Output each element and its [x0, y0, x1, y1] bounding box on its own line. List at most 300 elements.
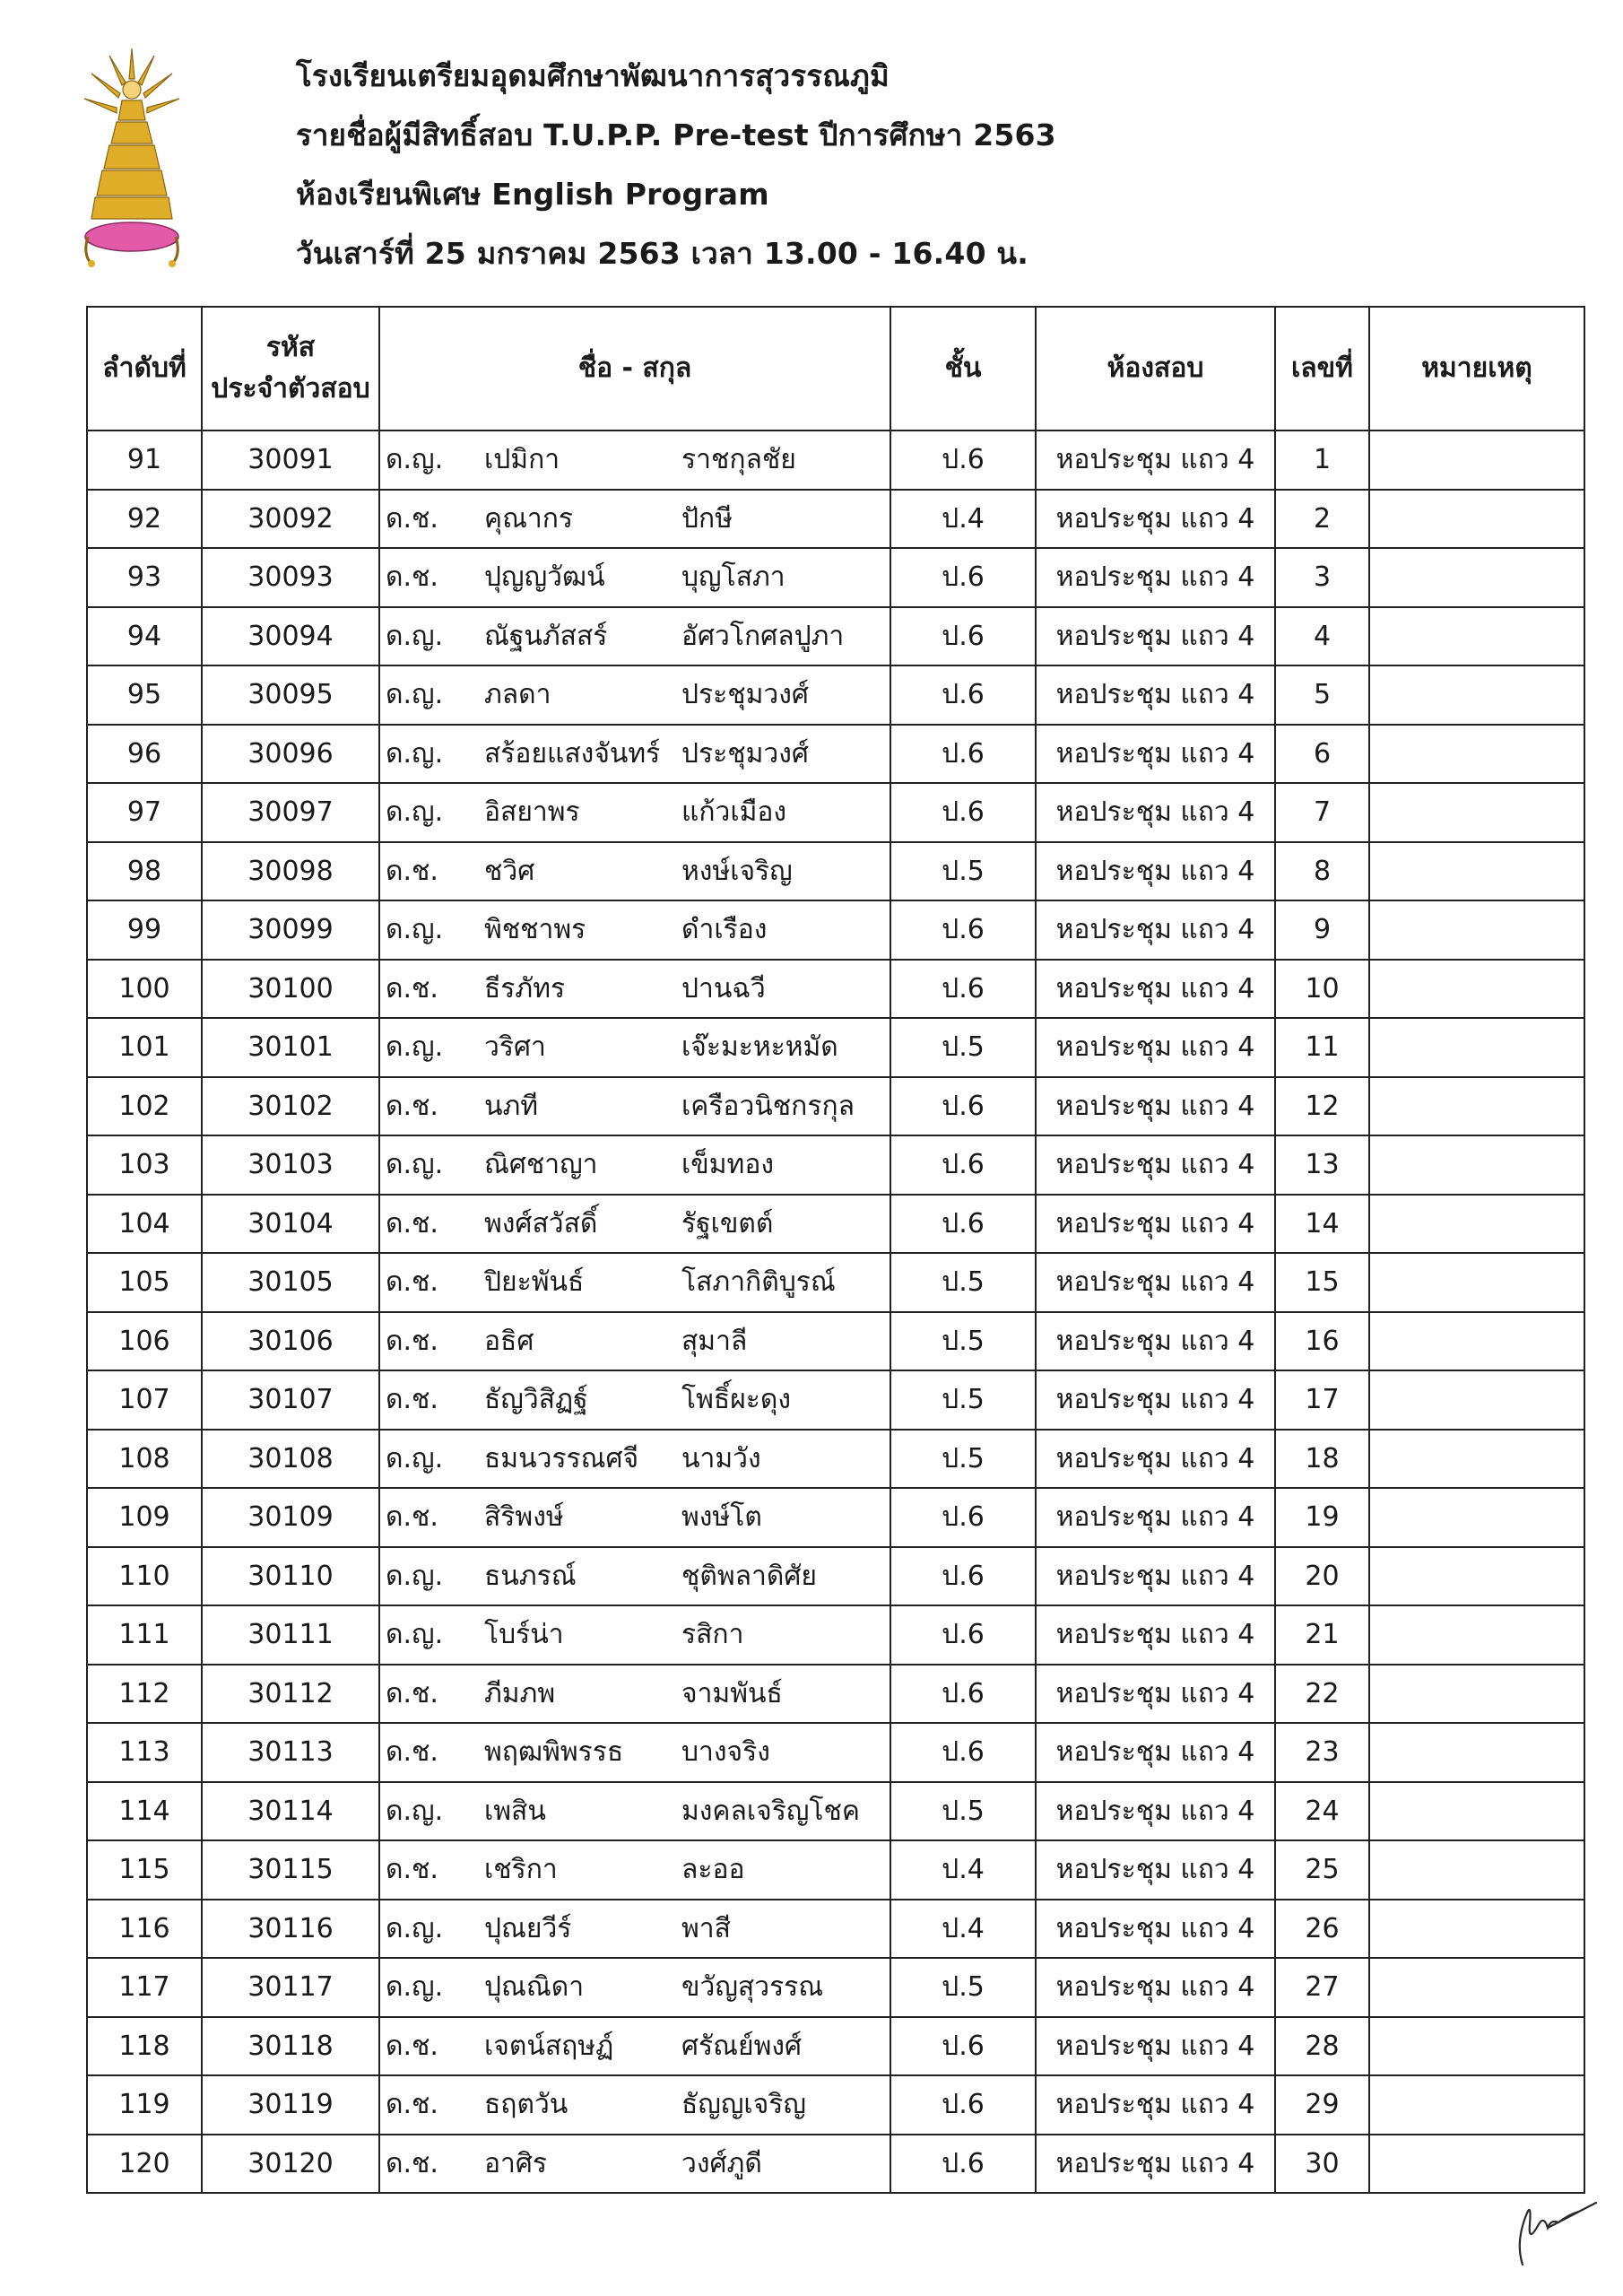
- first-name: ปิยะพันธ์: [484, 1266, 585, 1299]
- header-grade: ชั้น: [890, 307, 1036, 430]
- candidate-name: [379, 1547, 890, 1606]
- first-name: วริศา: [484, 1031, 546, 1064]
- school-name: โรงเรียนเตรียมอุดมศึกษาพัฒนาการสุวรรณภูมิ: [296, 58, 890, 93]
- grade: ป.5: [890, 1370, 1036, 1430]
- row-no: 100: [87, 960, 202, 1019]
- grade: ป.6: [890, 725, 1036, 784]
- exam-code: 30102: [202, 1077, 379, 1136]
- exam-code: 30113: [202, 1723, 379, 1782]
- last-name: โสภากิติบูรณ์: [681, 1266, 836, 1299]
- exam-code: 30120: [202, 2135, 379, 2194]
- grade: ป.4: [890, 1840, 1036, 1900]
- seat-no: 15: [1275, 1253, 1369, 1312]
- exam-code: 30097: [202, 783, 379, 842]
- remark: [1369, 1018, 1584, 1077]
- candidate-table: [86, 306, 1585, 2194]
- row-no: 115: [87, 1840, 202, 1900]
- first-name: เปมิกา: [484, 444, 560, 476]
- grade: ป.6: [890, 1605, 1036, 1665]
- row-no: 104: [87, 1195, 202, 1254]
- first-name: สิริพงษ์: [484, 1501, 564, 1534]
- name-prefix: ด.ช.: [386, 2089, 438, 2121]
- remark: [1369, 1782, 1584, 1841]
- remark: [1369, 1077, 1584, 1136]
- last-name: ปานฉวี: [681, 972, 766, 1004]
- remark: [1369, 2017, 1584, 2076]
- exam-room: หอประชุม แถว 4: [1036, 842, 1275, 901]
- last-name: ปักษี: [681, 502, 733, 535]
- row-no: 111: [87, 1605, 202, 1665]
- name-prefix: ด.ช.: [386, 1677, 438, 1709]
- first-name: ณัฐนภัสสร์: [484, 620, 608, 652]
- remark: [1369, 1958, 1584, 2017]
- table-row: [87, 1370, 1584, 1430]
- candidate-name: [379, 1840, 890, 1900]
- grade: ป.5: [890, 842, 1036, 901]
- first-name: พฤฒพิพรรธ: [484, 1736, 624, 1769]
- seat-no: 2: [1275, 490, 1369, 549]
- grade: ป.6: [890, 2075, 1036, 2135]
- last-name: ประชุมวงศ์: [681, 737, 809, 770]
- exam-room: หอประชุม แถว 4: [1036, 1135, 1275, 1195]
- first-name: ชวิศ: [484, 855, 535, 887]
- last-name: เครือวนิชกรกุล: [681, 1090, 855, 1122]
- first-name: อิสยาพร: [484, 796, 580, 829]
- remark: [1369, 1840, 1584, 1900]
- last-name: จามพันธ์: [681, 1677, 783, 1709]
- table-row: [87, 1430, 1584, 1489]
- remark: [1369, 548, 1584, 607]
- first-name: อาศิร: [484, 2147, 548, 2179]
- grade: ป.6: [890, 430, 1036, 490]
- exam-code: 30103: [202, 1135, 379, 1195]
- table-row: [87, 607, 1584, 666]
- last-name: พงษ์โต: [681, 1501, 762, 1534]
- seat-no: 21: [1275, 1605, 1369, 1665]
- exam-date-time: วันเสาร์ที่ 25 มกราคม 2563 เวลา 13.00 - 16.40 น.: [296, 236, 1028, 271]
- name-prefix: ด.ญ.: [386, 737, 444, 770]
- name-prefix: ด.ญ.: [386, 1031, 444, 1064]
- exam-code: 30094: [202, 607, 379, 666]
- seat-no: 14: [1275, 1195, 1369, 1254]
- table-row: [87, 1135, 1584, 1195]
- row-no: 97: [87, 783, 202, 842]
- seat-no: 1: [1275, 430, 1369, 490]
- table-row: [87, 490, 1584, 549]
- exam-room: หอประชุม แถว 4: [1036, 1958, 1275, 2017]
- seat-no: 3: [1275, 548, 1369, 607]
- last-name: ราชกุลชัย: [681, 444, 796, 476]
- name-prefix: ด.ช.: [386, 502, 438, 535]
- remark: [1369, 1488, 1584, 1547]
- seat-no: 10: [1275, 960, 1369, 1019]
- first-name: ปุญญวัฒน์: [484, 561, 605, 594]
- last-name: บุญโสภา: [681, 561, 785, 594]
- exam-code: 30101: [202, 1018, 379, 1077]
- candidate-name: [379, 1077, 890, 1136]
- row-no: 116: [87, 1900, 202, 1959]
- last-name: มงคลเจริญโชค: [681, 1795, 860, 1827]
- last-name: โพธิ์ผะดุง: [681, 1384, 792, 1416]
- table-body: [87, 430, 1584, 2193]
- exam-room: หอประชุม แถว 4: [1036, 1195, 1275, 1254]
- header-exam-code-line1: รหัส: [265, 332, 316, 363]
- candidate-name: [379, 842, 890, 901]
- exam-room: หอประชุม แถว 4: [1036, 1370, 1275, 1430]
- seat-no: 24: [1275, 1782, 1369, 1841]
- first-name: ภีมภพ: [484, 1677, 556, 1709]
- header-seat: เลขที่: [1275, 307, 1369, 430]
- exam-room: หอประชุม แถว 4: [1036, 1782, 1275, 1841]
- table-row: [87, 1900, 1584, 1959]
- remark: [1369, 1135, 1584, 1195]
- last-name: แก้วเมือง: [681, 796, 787, 829]
- last-name: ชุติพลาดิศัย: [681, 1560, 817, 1592]
- remark: [1369, 1547, 1584, 1606]
- row-no: 114: [87, 1782, 202, 1841]
- first-name: เพสิน: [484, 1795, 546, 1827]
- table-row: [87, 665, 1584, 725]
- exam-code: 30098: [202, 842, 379, 901]
- grade: ป.6: [890, 1488, 1036, 1547]
- table-row: [87, 783, 1584, 842]
- exam-room: หอประชุม แถว 4: [1036, 900, 1275, 960]
- table-header-row: [87, 307, 1584, 430]
- seat-no: 8: [1275, 842, 1369, 901]
- exam-room: หอประชุม แถว 4: [1036, 1840, 1275, 1900]
- grade: ป.6: [890, 1135, 1036, 1195]
- seat-no: 28: [1275, 2017, 1369, 2076]
- name-prefix: ด.ช.: [386, 1266, 438, 1299]
- header-no: ลำดับที่: [87, 307, 202, 430]
- last-name: ขวัญสุวรรณ: [681, 1971, 824, 2004]
- first-name: ภลดา: [484, 679, 551, 711]
- grade: ป.6: [890, 1665, 1036, 1724]
- first-name: ธมนวรรณศจี: [484, 1442, 639, 1474]
- exam-room: หอประชุม แถว 4: [1036, 1430, 1275, 1489]
- last-name: สุมาลี: [681, 1325, 748, 1357]
- name-prefix: ด.ช.: [386, 1090, 438, 1122]
- name-prefix: ด.ช.: [386, 972, 438, 1004]
- candidate-name: [379, 2135, 890, 2194]
- last-name: ดำเรือง: [681, 914, 768, 946]
- grade: ป.5: [890, 1958, 1036, 2017]
- remark: [1369, 960, 1584, 1019]
- seat-no: 16: [1275, 1312, 1369, 1371]
- last-name: หงษ์เจริญ: [681, 855, 793, 887]
- name-prefix: ด.ช.: [386, 2030, 438, 2062]
- name-prefix: ด.ช.: [386, 855, 438, 887]
- header-exam-code-line2: ประจำตัวสอบ: [211, 373, 370, 404]
- table-row: [87, 1547, 1584, 1606]
- exam-code: 30106: [202, 1312, 379, 1371]
- exam-room: หอประชุม แถว 4: [1036, 725, 1275, 784]
- first-name: โบร์น่า: [484, 1619, 564, 1651]
- first-name: ปุณยวีร์: [484, 1912, 572, 1944]
- first-name: เชริกา: [484, 1854, 558, 1886]
- exam-room: หอประชุม แถว 4: [1036, 2135, 1275, 2194]
- seat-no: 27: [1275, 1958, 1369, 2017]
- row-no: 109: [87, 1488, 202, 1547]
- header-room: ห้องสอบ: [1036, 307, 1275, 430]
- exam-code: 30111: [202, 1605, 379, 1665]
- exam-room: หอประชุม แถว 4: [1036, 1077, 1275, 1136]
- exam-code: 30104: [202, 1195, 379, 1254]
- remark: [1369, 2135, 1584, 2194]
- grade: ป.6: [890, 548, 1036, 607]
- first-name: ธนภรณ์: [484, 1560, 577, 1592]
- grade: ป.4: [890, 1900, 1036, 1959]
- seat-no: 12: [1275, 1077, 1369, 1136]
- candidate-name: [379, 1665, 890, 1724]
- first-name: ปุณณิดา: [484, 1971, 585, 2004]
- row-no: 95: [87, 665, 202, 725]
- first-name: ณิศชาญา: [484, 1149, 598, 1181]
- name-prefix: ด.ช.: [386, 1325, 438, 1357]
- last-name: เจ๊ะมะหะหมัด: [681, 1031, 838, 1064]
- remark: [1369, 1253, 1584, 1312]
- remark: [1369, 430, 1584, 490]
- exam-room: หอประชุม แถว 4: [1036, 2075, 1275, 2135]
- candidate-name: [379, 2017, 890, 2076]
- candidate-name: [379, 665, 890, 725]
- table-row: [87, 1312, 1584, 1371]
- row-no: 93: [87, 548, 202, 607]
- row-no: 103: [87, 1135, 202, 1195]
- table-row: [87, 1253, 1584, 1312]
- school-emblem-logo: [82, 43, 181, 269]
- table-row: [87, 2075, 1584, 2135]
- name-prefix: ด.ช.: [386, 1384, 438, 1416]
- exam-code: 30091: [202, 430, 379, 490]
- candidate-name: [379, 1195, 890, 1254]
- exam-room: หอประชุม แถว 4: [1036, 1723, 1275, 1782]
- remark: [1369, 1665, 1584, 1724]
- name-prefix: ด.ช.: [386, 2147, 438, 2179]
- remark: [1369, 1605, 1584, 1665]
- remark: [1369, 900, 1584, 960]
- grade: ป.6: [890, 900, 1036, 960]
- grade: ป.6: [890, 1723, 1036, 1782]
- seat-no: 20: [1275, 1547, 1369, 1606]
- exam-code: 30108: [202, 1430, 379, 1489]
- table-row: [87, 2135, 1584, 2194]
- exam-code: 30105: [202, 1253, 379, 1312]
- row-no: 118: [87, 2017, 202, 2076]
- row-no: 96: [87, 725, 202, 784]
- seat-no: 6: [1275, 725, 1369, 784]
- exam-room: หอประชุม แถว 4: [1036, 1665, 1275, 1724]
- seat-no: 23: [1275, 1723, 1369, 1782]
- last-name: พาสี: [681, 1912, 731, 1944]
- seat-no: 19: [1275, 1488, 1369, 1547]
- remark: [1369, 1370, 1584, 1430]
- seat-no: 29: [1275, 2075, 1369, 2135]
- first-name: ธฤตวัน: [484, 2089, 568, 2121]
- candidate-name: [379, 1135, 890, 1195]
- first-name: นภที: [484, 1090, 539, 1122]
- exam-code: 30118: [202, 2017, 379, 2076]
- last-name: ศรัณย์พงศ์: [681, 2030, 803, 2062]
- grade: ป.6: [890, 1077, 1036, 1136]
- row-no: 105: [87, 1253, 202, 1312]
- candidate-name: [379, 1605, 890, 1665]
- table-row: [87, 1782, 1584, 1841]
- last-name: รัฐเขตต์: [681, 1207, 774, 1239]
- row-no: 112: [87, 1665, 202, 1724]
- last-name: บางจริง: [681, 1736, 770, 1769]
- remark: [1369, 665, 1584, 725]
- grade: ป.4: [890, 490, 1036, 549]
- candidate-name: [379, 1370, 890, 1430]
- exam-code: 30107: [202, 1370, 379, 1430]
- exam-code: 30116: [202, 1900, 379, 1959]
- table-row: [87, 1665, 1584, 1724]
- grade: ป.6: [890, 2017, 1036, 2076]
- remark: [1369, 490, 1584, 549]
- table-row: [87, 1018, 1584, 1077]
- exam-code: 30100: [202, 960, 379, 1019]
- exam-code: 30095: [202, 665, 379, 725]
- remark: [1369, 725, 1584, 784]
- grade: ป.6: [890, 1195, 1036, 1254]
- exam-code: 30109: [202, 1488, 379, 1547]
- remark: [1369, 842, 1584, 901]
- candidate-name: [379, 1723, 890, 1782]
- row-no: 110: [87, 1547, 202, 1606]
- name-prefix: ด.ช.: [386, 1501, 438, 1534]
- table-row: [87, 1077, 1584, 1136]
- row-no: 108: [87, 1430, 202, 1489]
- seat-no: 4: [1275, 607, 1369, 666]
- grade: ป.6: [890, 1547, 1036, 1606]
- seat-no: 17: [1275, 1370, 1369, 1430]
- table-row: [87, 842, 1584, 901]
- grade: ป.6: [890, 665, 1036, 725]
- seat-no: 26: [1275, 1900, 1369, 1959]
- first-name: เจตน์สฤษฏ์: [484, 2030, 614, 2062]
- grade: ป.6: [890, 607, 1036, 666]
- name-prefix: ด.ญ.: [386, 1971, 444, 2004]
- grade: ป.5: [890, 1782, 1036, 1841]
- candidate-name: [379, 1782, 890, 1841]
- candidate-name: [379, 490, 890, 549]
- last-name: ธัญญเจริญ: [681, 2089, 806, 2121]
- row-no: 101: [87, 1018, 202, 1077]
- first-name: สร้อยแสงจันทร์: [484, 737, 661, 770]
- table-row: [87, 1488, 1584, 1547]
- exam-room: หอประชุม แถว 4: [1036, 1312, 1275, 1371]
- candidate-name: [379, 1958, 890, 2017]
- remark: [1369, 1312, 1584, 1371]
- candidate-name: [379, 900, 890, 960]
- remark: [1369, 607, 1584, 666]
- exam-room: หอประชุม แถว 4: [1036, 490, 1275, 549]
- candidate-name: [379, 1900, 890, 1959]
- exam-room: หอประชุม แถว 4: [1036, 607, 1275, 666]
- row-no: 98: [87, 842, 202, 901]
- seat-no: 11: [1275, 1018, 1369, 1077]
- remark: [1369, 1723, 1584, 1782]
- exam-code: 30096: [202, 725, 379, 784]
- table-row: [87, 960, 1584, 1019]
- name-prefix: ด.ช.: [386, 561, 438, 594]
- candidate-name: [379, 1312, 890, 1371]
- seat-no: 25: [1275, 1840, 1369, 1900]
- first-name: พิชชาพร: [484, 914, 586, 946]
- last-name: เข็มทอง: [681, 1149, 774, 1181]
- exam-room: หอประชุม แถว 4: [1036, 1018, 1275, 1077]
- name-prefix: ด.ญ.: [386, 620, 444, 652]
- exam-room: หอประชุม แถว 4: [1036, 960, 1275, 1019]
- name-prefix: ด.ญ.: [386, 679, 444, 711]
- header-exam-code: [202, 307, 379, 430]
- exam-room: หอประชุม แถว 4: [1036, 665, 1275, 725]
- remark: [1369, 2075, 1584, 2135]
- table-row: [87, 1605, 1584, 1665]
- remark: [1369, 1900, 1584, 1959]
- name-prefix: ด.ญ.: [386, 914, 444, 946]
- row-no: 117: [87, 1958, 202, 2017]
- candidate-name: [379, 960, 890, 1019]
- remark: [1369, 1430, 1584, 1489]
- last-name: รสิกา: [681, 1619, 744, 1651]
- table-row: [87, 1958, 1584, 2017]
- document-title: รายชื่อผู้มีสิทธิ์สอบ T.U.P.P. Pre-test ปีการศึกษา 2563: [296, 117, 1056, 152]
- row-no: 106: [87, 1312, 202, 1371]
- grade: ป.6: [890, 2135, 1036, 2194]
- remark: [1369, 1195, 1584, 1254]
- grade: ป.5: [890, 1312, 1036, 1371]
- first-name: ธีรภัทร: [484, 972, 566, 1004]
- seat-no: 9: [1275, 900, 1369, 960]
- candidate-name: [379, 725, 890, 784]
- name-prefix: ด.ญ.: [386, 1912, 444, 1944]
- row-no: 119: [87, 2075, 202, 2135]
- candidate-name: [379, 783, 890, 842]
- exam-room: หอประชุม แถว 4: [1036, 1605, 1275, 1665]
- name-prefix: ด.ช.: [386, 1736, 438, 1769]
- last-name: อัศวโกศลปูภา: [681, 620, 845, 652]
- last-name: ละออ: [681, 1854, 745, 1886]
- row-no: 99: [87, 900, 202, 960]
- name-prefix: ด.ญ.: [386, 1795, 444, 1827]
- seat-no: 22: [1275, 1665, 1369, 1724]
- exam-code: 30115: [202, 1840, 379, 1900]
- table-row: [87, 900, 1584, 960]
- exam-room: หอประชุม แถว 4: [1036, 2017, 1275, 2076]
- name-prefix: ด.ญ.: [386, 796, 444, 829]
- program-name: ห้องเรียนพิเศษ English Program: [296, 177, 769, 212]
- exam-room: หอประชุม แถว 4: [1036, 1547, 1275, 1606]
- row-no: 92: [87, 490, 202, 549]
- last-name: นามวัง: [681, 1442, 761, 1474]
- row-no: 91: [87, 430, 202, 490]
- name-prefix: ด.ญ.: [386, 1442, 444, 1474]
- table-row: [87, 1840, 1584, 1900]
- table-row: [87, 1723, 1584, 1782]
- candidate-name: [379, 2075, 890, 2135]
- candidate-name: [379, 430, 890, 490]
- seat-no: 13: [1275, 1135, 1369, 1195]
- header-name: ชื่อ - สกุล: [379, 307, 890, 430]
- last-name: วงศ์ภูดี: [681, 2147, 762, 2179]
- table-row: [87, 548, 1584, 607]
- grade: ป.5: [890, 1253, 1036, 1312]
- exam-room: หอประชุม แถว 4: [1036, 1253, 1275, 1312]
- grade: ป.6: [890, 783, 1036, 842]
- exam-room: หอประชุม แถว 4: [1036, 783, 1275, 842]
